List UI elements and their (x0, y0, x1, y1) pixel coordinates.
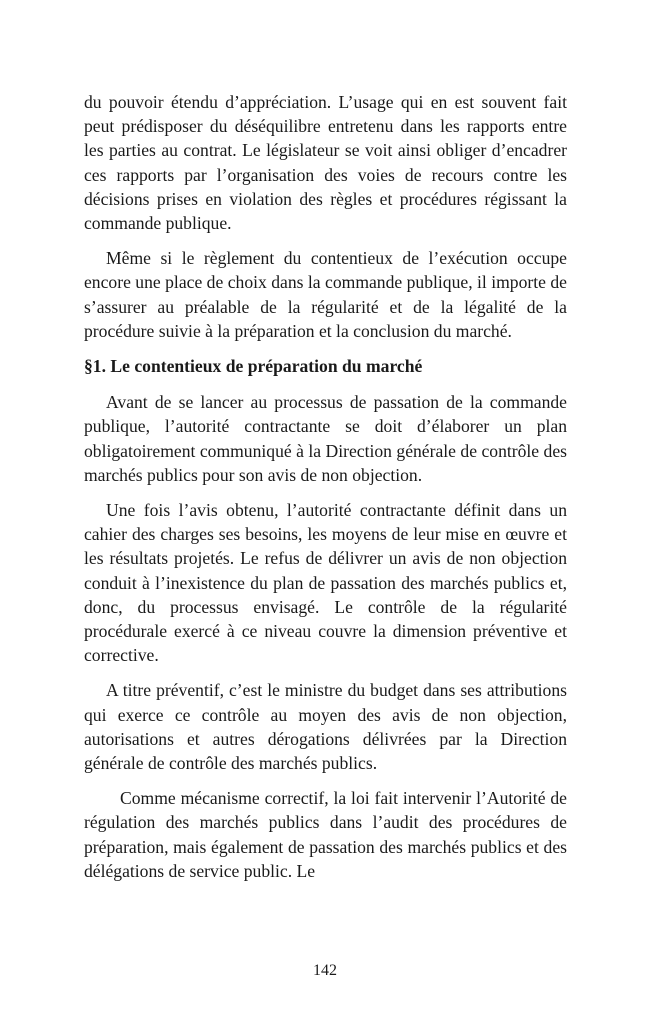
page-number: 142 (313, 962, 337, 979)
paragraph-1: du pouvoir étendu d’appréciation. L’usage qui en est souvent fait peut prédisposer du déséquilibre entretenu dans les rapports entre les parties au contrat. Le législateur se voit ainsi obliger d’encadrer ces rapports par l’organisation des voies de recours contre les décisions prises en violation des règles et procédures régissant la commande publique. (84, 92, 567, 234)
page-body (84, 90, 567, 894)
paragraph-4: Une fois l’avis obtenu, l’autorité contractante définit dans un cahier des charges ses besoins, les moyens de leur mise en œuvre et les résultats projetés. Le refus de délivrer un avis de non objection conduit à l’inexistence du plan de passation des marchés publics et, donc, du processus envisagé. Le contrôle de la régularité procédurale exercé à ce niveau couvre la dimension préventive et corrective. (84, 500, 567, 666)
section-heading: §1. Le contentieux de préparation du marché (84, 356, 423, 377)
paragraph-6: Comme mécanisme correctif, la loi fait intervenir l’Autorité de régulation des marchés publics dans l’audit des procédures de préparation, mais également de passation des marchés publics et des délégations de service public. Le (84, 788, 567, 881)
paragraph-5: A titre préventif, c’est le ministre du budget dans ses attributions qui exerce ce contrôle au moyen des avis de non objection, autorisations et autres dérogations délivrées par la Direction générale de contrôle des marchés publics. (84, 680, 567, 774)
paragraph-3: Avant de se lancer au processus de passation de la commande publique, l’autorité contractante se doit d’élaborer un plan obligatoirement communiqué à la Direction générale de contrôle des marchés publics pour son avis de non objection. (84, 392, 567, 485)
paragraph-2: Même si le règlement du contentieux de l’exécution occupe encore une place de choix dans la commande publique, il importe de s’assurer au préalable de la régularité et de la légalité de la procédure suivie à la préparation et la conclusion du marché. (84, 248, 567, 341)
